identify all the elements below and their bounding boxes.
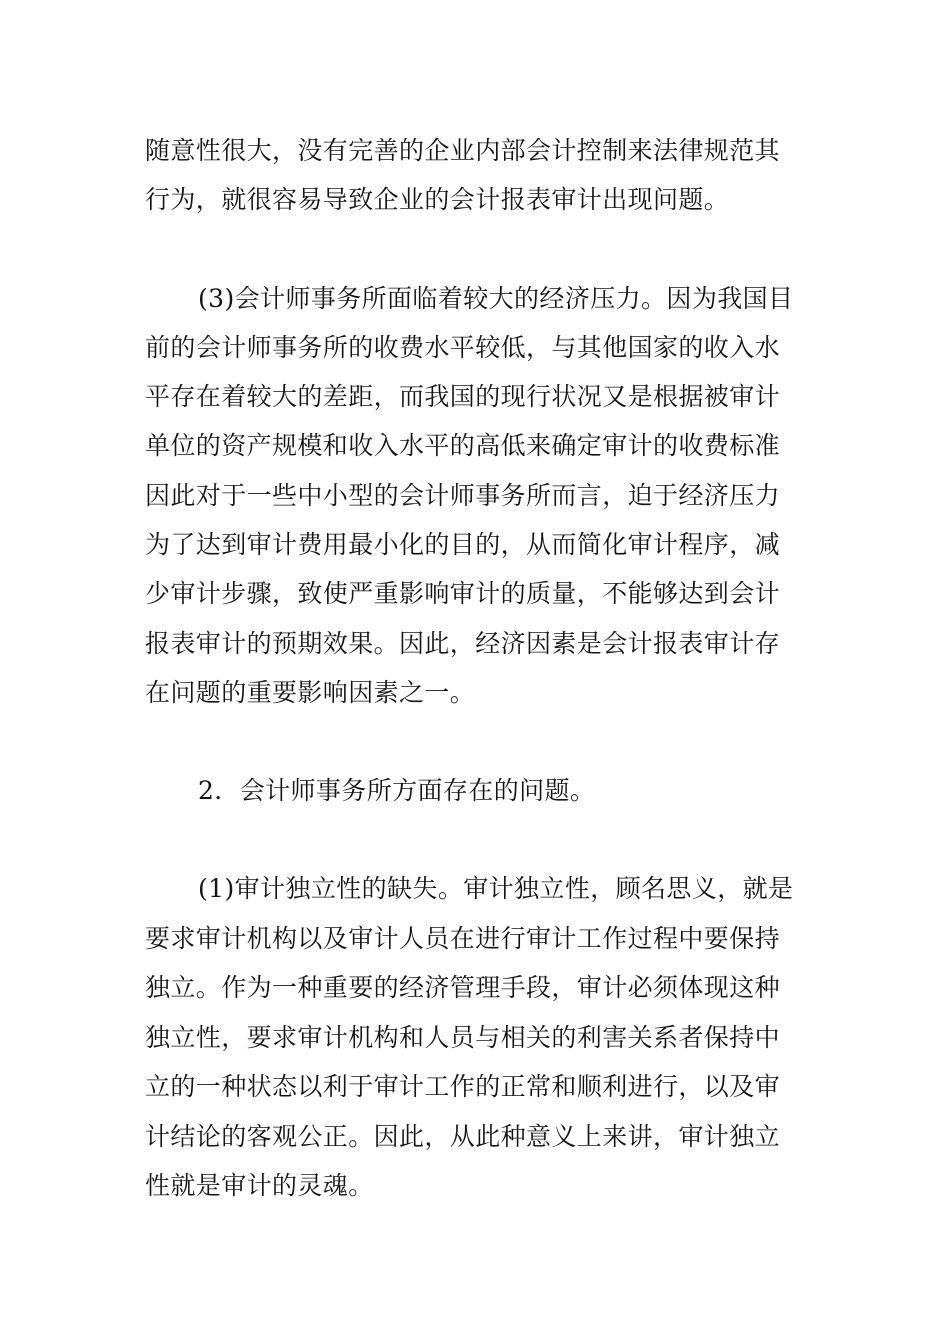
paragraph-line: 要求审计机构以及审计人员在进行审计工作过程中要保持	[145, 924, 781, 953]
paragraph-line: (3)会计师事务所面临着较大的经济压力。因为我国目	[198, 284, 794, 313]
paragraph-line: 前的会计师事务所的收费水平较低，与其他国家的收入水	[145, 333, 781, 362]
paragraph-line: 计结论的客观公正。因此，从此种意义上来讲，审计独立	[145, 1122, 781, 1151]
paragraph-line: 行为，就很容易导致企业的会计报表审计出现问题。	[145, 185, 730, 214]
paragraph-line: 独立。作为一种重要的经济管理手段，审计必须体现这种	[145, 973, 781, 1002]
paragraph-line: 单位的资产规模和收入水平的高低来确定审计的收费标准	[145, 431, 781, 460]
paragraph-line: 在问题的重要影响因素之一。	[145, 678, 476, 707]
paragraph-line: 性就是审计的灵魂。	[145, 1171, 374, 1200]
paragraph-line: 随意性很大，没有完善的企业内部会计控制来法律规范其	[145, 136, 781, 165]
paragraph-line: 平存在着较大的差距，而我国的现行状况又是根据被审计	[145, 382, 781, 411]
paragraph-line: 少审计步骤，致使严重影响审计的质量，不能够达到会计	[145, 579, 781, 608]
paragraph-line: 为了达到审计费用最小化的目的，从而简化审计程序，减	[145, 530, 781, 559]
paragraph-line: 报表审计的预期效果。因此，经济因素是会计报表审计存	[145, 629, 781, 658]
paragraph-line: 独立性，要求审计机构和人员与相关的利害关系者保持中	[145, 1023, 781, 1052]
paragraph-line: 立的一种状态以利于审计工作的正常和顺利进行，以及审	[145, 1072, 781, 1101]
paragraph-line: (1)审计独立性的缺失。审计独立性，顾名思义，就是	[198, 874, 794, 903]
section-heading: 2．会计师事务所方面存在的问题。	[198, 776, 596, 805]
paragraph-line: 因此对于一些中小型的会计师事务所而言，迫于经济压力	[145, 481, 781, 510]
